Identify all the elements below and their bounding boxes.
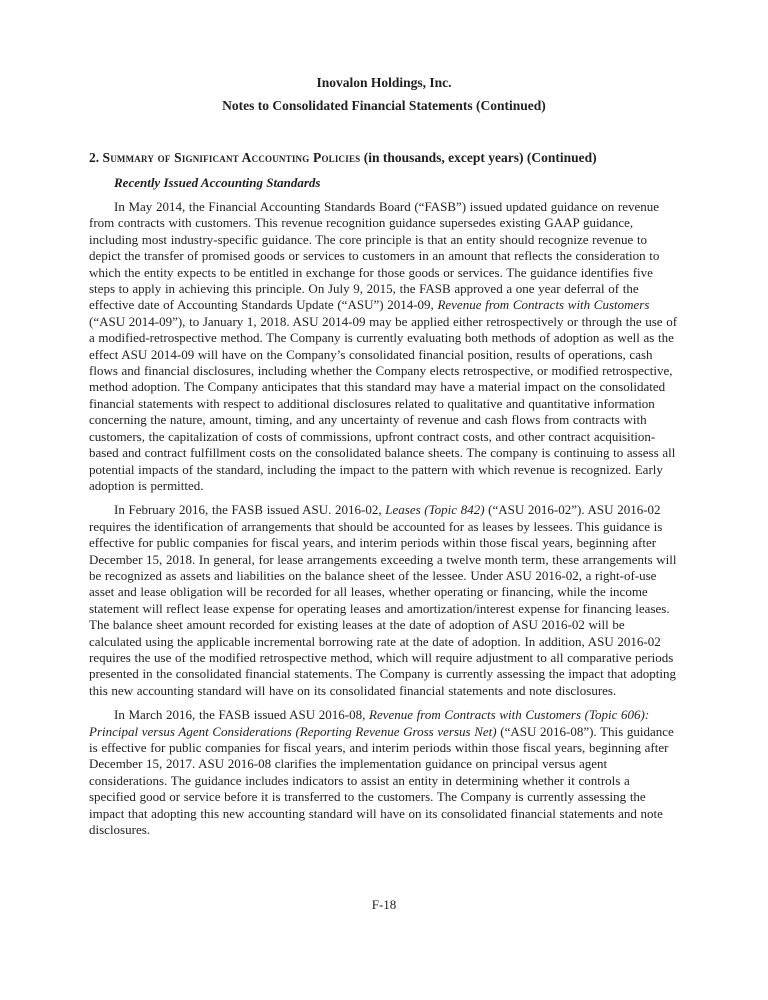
paragraph (89, 502, 679, 699)
section-heading (89, 149, 679, 166)
document-title: Notes to Consolidated Financial Statements (Continued) (222, 98, 546, 113)
text-segment: (“ASU 2014-09”), to January 1, 2018. ASU 2014-09 may be applied either retrospectively or through the use of a modified-retrospective method. The Company is currently evaluating both methods of adoption as well as the effect ASU 2014-09 will have on the Company’s consolidated financial position, results of operations, cash flows and financial disclosures, including whether the Company elects retrospective, or modified retrospective, method adoption. The Company anticipates that this standard may have a material impact on the consolidated financial statements with respect to additional disclosures related to qualitative and quantitative information concerning the nature, amount, timing, and any uncertainty of revenue and cash flows from contracts with customers, the capitalization of costs of commissions, upfront contract costs, and other contract acquisition-based and contract fulfillment costs on the consolidated balance sheets. The company is continuing to assess all potential impacts of the standard, including the impact to the pattern with which revenue is recognized. Early adoption is permitted. (89, 313, 678, 493)
section-title-suffix: (in thousands, except years) (Continued) (363, 150, 597, 165)
text-segment: (“ASU 2016-08”). This guidance is effective for public companies for fiscal years, and interim periods within those fiscal years, beginning after December 15, 2017. ASU 2016-08 clarifies the implementation guidance on principal versus agent considerations. The guidance includes indicators to assist an entity in determining whether it controls a specified good or service before it is transferred to the customers. The Company is currently assessing the impact that adopting this new accounting standard will have on its consolidated financial statements and note disclosures. (89, 723, 674, 838)
paragraph-container (89, 199, 679, 838)
section-number: 2. (89, 150, 100, 165)
text-segment: In February 2016, the FASB issued ASU. 2016-02, (114, 502, 386, 518)
section-title: Summary of Significant Accounting Policies (102, 150, 361, 165)
document-header (89, 74, 679, 115)
italic-text-segment: Revenue from Contracts with Customers (Topic 606): Principal versus Agent Considerations (Reporting Revenue Gross versus Net) (89, 707, 650, 739)
text-segment: In March 2016, the FASB issued ASU 2016-08, (114, 707, 370, 723)
company-name: Inovalon Holdings, Inc. (316, 75, 452, 90)
note-section (89, 149, 679, 838)
text-segment: (“ASU 2016-02”). ASU 2016-02 requires the identification of arrangements that should be accounted for as leases by lessees. This guidance is effective for public companies for fiscal years, and interim periods within those fiscal years, beginning after December 15, 2018. In general, for lease arrangements exceeding a twelve month term, these arrangements will be recognized as assets and liabilities on the balance sheet of the lessee. Under ASU 2016-02, a right-of-use asset and lease obligation will be recorded for all leases, whether operating or financing, while the income statement will reflect lease expense for operating leases and amortization/interest expense for financing leases. The balance sheet amount recorded for existing leases at the date of adoption of ASU 2016-02 will be calculated using the applicable incremental borrowing rate at the date of adoption. In addition, ASU 2016-02 requires the use of the modified retrospective method, which will require adjustment to all comparative periods presented in the consolidated financial statements. The Company is currently assessing the impact that adopting this new accounting standard will have on its consolidated financial statements and note disclosures. (89, 502, 677, 698)
subsection-heading: Recently Issued Accounting Standards (114, 175, 321, 190)
page-number: F-18 (371, 897, 397, 912)
paragraph (89, 199, 679, 494)
document-footer (0, 896, 768, 914)
italic-text-segment: Leases (Topic 842) (385, 502, 485, 518)
text-segment: In May 2014, the Financial Accounting Standards Board (“FASB”) issued updated guidance on revenue from contracts with customers. This revenue recognition guidance supersedes existing GAAP guidance, including most industry-specific guidance. The core principle is that an entity should recognize revenue to depict the transfer of promised goods or services to customers in an amount that reflects the consideration to which the entity expects to be entitled in exchange for those goods or services. The guidance identifies five steps to apply in achieving this principle. On July 9, 2015, the FASB approved a one year deferral of the effective date of Accounting Standards Update (“ASU”) 2014-09, (89, 199, 660, 313)
paragraph (89, 707, 679, 838)
italic-text-segment: Revenue from Contracts with Customers (437, 297, 650, 313)
